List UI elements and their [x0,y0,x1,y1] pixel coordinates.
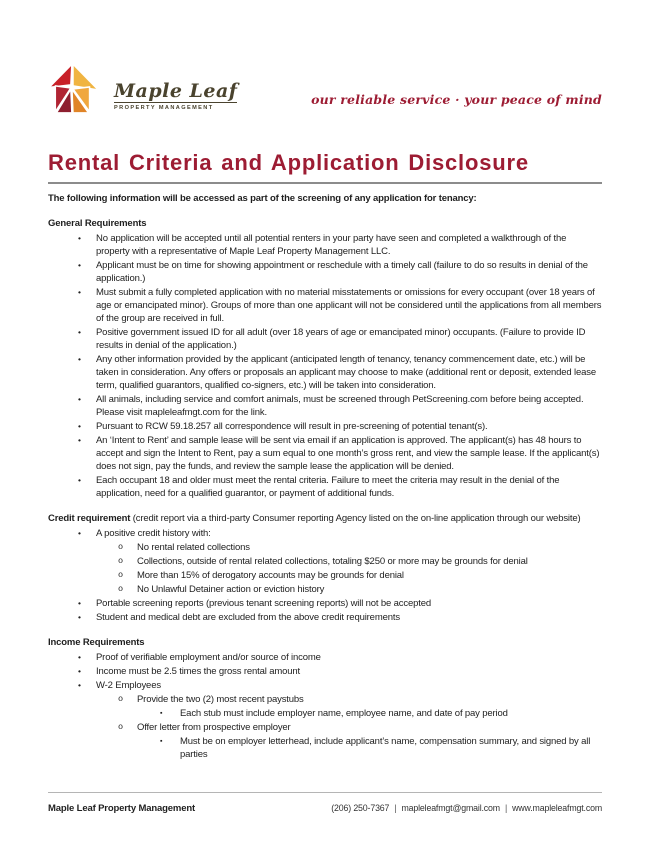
footer-separator: | [504,803,508,813]
document-footer [48,792,602,815]
bullet-text: Student and medical debt are excluded from the above credit requirements [96,612,400,623]
bullet-marker: • [78,666,81,676]
bullet-item [78,353,602,392]
bullet-item [118,541,602,554]
bullet-text: Provide the two (2) most recent paystubs [137,694,304,705]
bullet-text: Portable screening reports (previous tenant screening reports) will not be accepted [96,598,432,609]
bullet-item [118,583,602,596]
bullet-text: No application will be accepted until all potential renters in your party have seen and completed a walkthrough of the property with a representative of Maple Leaf Property Management LLC. [96,233,567,257]
bullet-marker: o [118,722,123,732]
bullet-item [118,693,602,706]
footer-company: Maple Leaf Property Management [48,803,196,814]
bullet-text: Pursuant to RCW 59.18.257 all correspondence will result in pre-screening of potential tenant(s). [96,421,488,432]
house-logo-icon [48,62,100,116]
section-heading-lead: Income Requirements [48,637,145,648]
section-heading [48,217,602,230]
bullet-text: Must be on employer letterhead, include applicant’s name, compensation summary, and signed by all parties [180,736,591,760]
bullet-marker: • [78,528,81,538]
bullet-item [118,555,602,568]
section [48,512,602,624]
footer-website: www.mapleleafmgt.com [512,803,602,813]
section-heading [48,512,602,525]
bullet-text: Positive government issued ID for all adult (over 18 years of age or emancipated minor) occupants. (Failure to provide ID results in denial of the application.) [96,327,586,351]
bullet-marker: o [118,570,123,580]
bullet-marker: • [78,287,81,297]
bullet-marker: o [118,556,123,566]
footer-separator: | [394,803,397,813]
logo-name: Maple Leaf [114,80,238,102]
bullet-text: Offer letter from prospective employer [137,722,291,733]
bullet-text: An ‘Intent to Rent’ and sample lease will be sent via email if an application is approved. The applicant(s) has 48 hours to accept and sign the Intent to Rent, pay a sum equal to one month’s gross rent, and view the sample lease. If the applicant(s) does not sign, pay the funds, and review the sample lease the application will be denied. [96,435,600,472]
letterhead [48,52,602,116]
page-title: Rental Criteria and Application Disclosure [48,150,529,175]
footer-phone: (206) 250-7367 [331,803,390,813]
intro-text: The following information will be accessed as part of the screening of any application for tenancy: [48,193,477,204]
section-heading [48,636,602,649]
footer-contact [331,802,602,815]
bullet-marker: o [118,694,123,704]
bullet-text: Must submit a fully completed application with no material misstatements or omissions for every occupant (over 18 years of age or emancipated minor). Groups of more than one applicant will not be considered until the applications from all members of the group are received in full. [96,287,602,324]
section-heading-lead: Credit requirement [48,513,131,524]
bullet-marker: ▪ [160,710,163,717]
bullet-marker: • [78,233,81,243]
bullet-item [78,232,602,258]
bullet-text: A positive credit history with: [96,528,211,539]
bullet-marker: o [118,542,123,552]
bullet-item [78,611,602,624]
title-rule [48,182,602,184]
bullet-marker: • [78,652,81,662]
bullet-text: Collections, outside of rental related collections, totaling $250 or more may be grounds for denial [137,556,528,567]
bullet-marker: • [78,394,81,404]
bullet-marker: • [78,354,81,364]
bullet-list [48,651,602,761]
footer-email: mapleleafmgt@gmail.com [401,803,500,813]
bullet-item [78,434,602,473]
bullet-text: No rental related collections [137,542,250,553]
bullet-item [78,393,602,419]
bullet-list [48,527,602,624]
bullet-item [78,651,602,664]
bullet-marker: • [78,680,81,690]
bullet-text: Any other information provided by the applicant (anticipated length of tenancy, tenancy commencement date, etc.) will be taken in consideration. Any offers or proposals an applicant may choose to make (additional rent or deposit, extended lease term, qualified guarantors, qualified co-signers, etc.) will be taken into consideration. [96,354,596,391]
bullet-marker: • [78,475,81,485]
bullet-text: Proof of verifiable employment and/or source of income [96,652,321,663]
bullet-item [78,420,602,433]
bullet-marker: • [78,260,81,270]
section [48,217,602,500]
bullet-item [78,597,602,610]
bullet-item [78,259,602,285]
logo-subname: PROPERTY MANAGEMENT [114,102,237,112]
section-heading-rest: (credit report via a third-party Consumer reporting Agency listed on the on-line application through our website) [130,513,581,524]
bullet-text: No Unlawful Detainer action or eviction history [137,584,325,595]
bullet-item [78,326,602,352]
bullet-text: Applicant must be on time for showing appointment or reschedule with a timely call (failure to do so results in denial of the application.) [96,260,588,284]
bullet-text: More than 15% of derogatory accounts may be grounds for denial [137,570,404,581]
bullet-text: W-2 Employees [96,680,161,691]
bullet-text: Each stub must include employer name, employee name, and date of pay period [180,708,508,719]
bullet-text: Each occupant 18 and older must meet the rental criteria. Failure to meet the criteria may result in the denial of the application, need for a qualified guarantor, or payment of additional funds. [96,475,560,499]
bullet-item [118,721,602,734]
footer-rule [48,792,602,793]
bullet-item [78,527,602,540]
sections-container [48,217,602,761]
bullet-item [118,569,602,582]
bullet-marker: • [78,612,81,622]
bullet-item [160,735,602,761]
bullet-item [160,707,602,720]
bullet-item [78,286,602,325]
logo-text [114,82,237,116]
bullet-marker: • [78,435,81,445]
bullet-item [78,665,602,678]
bullet-list [48,232,602,500]
company-tagline: our reliable service · your peace of mind [311,92,602,107]
bullet-item [78,474,602,500]
bullet-text: All animals, including service and comfort animals, must be screened through PetScreening.com before being accepted. Please visit mapleleafmgt.com for the link. [96,394,584,418]
bullet-text: Income must be 2.5 times the gross rental amount [96,666,301,677]
bullet-marker: • [78,421,81,431]
bullet-marker: • [78,598,81,608]
bullet-marker: • [78,327,81,337]
section [48,636,602,761]
bullet-marker: ▪ [160,738,163,745]
company-logo [48,62,237,116]
bullet-item [78,679,602,692]
section-heading-lead: General Requirements [48,218,147,229]
bullet-marker: o [118,584,123,594]
